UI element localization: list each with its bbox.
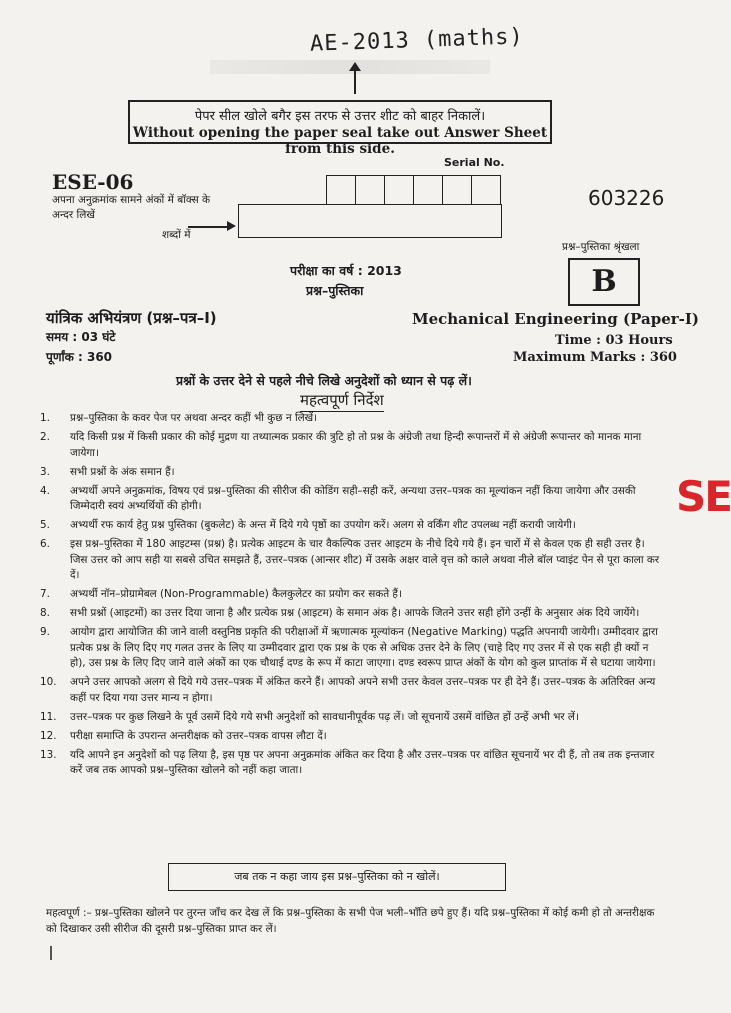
digit-box[interactable] <box>472 176 500 204</box>
item-number: 10. <box>40 676 57 688</box>
series-label: प्रश्न–पुस्तिका श्रृंखला <box>562 241 640 253</box>
pen-mark <box>50 946 52 960</box>
item-number: 4. <box>40 484 50 497</box>
instructions-heading: महत्वपूर्ण निर्देश <box>300 390 384 412</box>
item-text: अभ्यर्थी अपने अनुक्रमांक, विषय एवं प्रश्न–पुस्तिका की सीरीज की कोडिंग सही–सही करें, अन्यथा उत्तर–पत्रक का मूल्यांकन नहीं किया जायेगा और उसकी जिम्मेदारी स्वयं अभ्यर्थियों की होगी। <box>70 484 636 512</box>
list-item <box>40 484 660 515</box>
time-english: Time : 03 Hours <box>555 333 673 348</box>
item-text: अभ्यर्थी रफ कार्य हेतु प्रश्न पुस्तिका (बुकलेट) के अन्त में दिये गये पृष्ठों का उपयोग करें। अलग से वर्किंग शीट उपलब्ध नहीं करायी जायेगी। <box>70 519 576 531</box>
item-text: इस प्रश्न–पुस्तिका में 180 आइटम्स (प्रश्न) है। प्रत्येक आइटम के चार वैकल्पिक उत्तर आइटम के नीचे दिये गये हैं। इन चारों में से केवल एक ही सही उत्तर है। जिस उत्तर को आप सही या सबसे उचित समझते हैं, उत्तर–पत्रक (आन्सर शीट) में उसके अक्षर वाले वृत्त को काले अथवा नीले बॉल प्वाइंट पेन से पूरा काला कर दें। <box>70 538 660 581</box>
item-number: 8. <box>40 607 50 619</box>
digit-box[interactable] <box>443 176 472 204</box>
serial-label: Serial No. <box>444 156 505 169</box>
marks-hindi: पूर्णांक : 360 <box>46 350 113 364</box>
marks-english: Maximum Marks : 360 <box>513 350 677 365</box>
item-number: 9. <box>40 626 50 638</box>
time-hindi: समय : 03 घंटे <box>46 330 116 344</box>
list-item <box>40 537 660 584</box>
item-number: 7. <box>40 588 50 600</box>
digit-box[interactable] <box>385 176 414 204</box>
instructions-list <box>40 411 660 782</box>
roll-number-words-box[interactable] <box>238 204 502 238</box>
list-item <box>40 465 660 481</box>
item-number: 5. <box>40 519 50 531</box>
item-text: अपने उत्तर आपको अलग से दिये गये उत्तर–पत्रक में अंकित करने हैं। आपको अपने सभी उत्तर केवल उत्तर–पत्रक पर ही देने हैं। उत्तर–पत्रक के अतिरिक्त अन्य कहीं पर दिया गया उत्तर मान्य न होगा। <box>70 676 656 704</box>
subject-english: Mechanical Engineering (Paper-I) <box>412 310 699 328</box>
handwritten-note: AE-2013 (maths) <box>309 24 525 57</box>
list-item <box>40 518 660 534</box>
item-number: 3. <box>40 465 50 478</box>
item-text: परीक्षा समाप्ति के उपरान्त अन्तरीक्षक को उत्तर–पत्रक वापस लौटा दें। <box>70 729 327 742</box>
item-number: 6. <box>40 538 50 550</box>
item-text: यदि आपने इन अनुदेशों को पढ़ लिया है, इस पृष्ठ पर अपना अनुक्रमांक अंकित कर दिया है और उत्तर–पत्रक पर वांछित सूचनायें भर दी हैं, तो तब तक इन्तजार करें जब तक आपको प्रश्न–पुस्तिका खोलने को नहीं कहा जाता। <box>70 748 655 776</box>
arrow-up-icon <box>354 70 356 94</box>
series-box: B <box>568 258 640 306</box>
item-number: 12. <box>40 729 57 742</box>
exam-year: परीक्षा का वर्ष : 2013 <box>290 263 402 278</box>
digit-box[interactable] <box>414 176 443 204</box>
item-text: आयोग द्वारा आयोजित की जाने वाली वस्तुनिष्ठ प्रकृति की परीक्षाओं में ऋणात्मक मूल्यांकन (Negative Marking) पद्धति अपनायी जायेगी। उम्मीदवार द्वारा प्रत्येक प्रश्न के लिए दिए गए गलत उत्तर के लिए या उम्मीदवार द्वारा एक प्रश्न के एक से अधिक उत्तर देने के लिए (चाहे दिए गए उत्तर में से एक सही ही क्यों न हो), उस प्रश्न के लिए दिए जाने वाले अंकों का एक चौथाई दण्ड के रूप में काटा जाएगा। दण्ड स्वरूप प्राप्त अंकों के योग को कुल प्राप्तांक में से घटाया जायेगा। <box>70 626 658 669</box>
list-item <box>40 411 660 427</box>
arrow-right-icon <box>188 226 228 228</box>
edge-sticker-text: SE <box>676 472 731 521</box>
item-text: प्रश्न–पुस्तिका के कवर पेज पर अथवा अन्दर कहीं भी कुछ न लिखें। <box>70 412 318 424</box>
do-not-open-box: जब तक न कहा जाय इस प्रश्न–पुस्तिका को न खोलें। <box>168 863 506 891</box>
item-text: यदि किसी प्रश्न में किसी प्रकार की कोई मुद्रण या तथ्यात्मक प्रकार की त्रुटि हो तो प्रश्न के अंग्रेजी तथा हिन्दी रूपान्तरों में से अंग्रेजी रूपान्तर को मानक माना जायेगा। <box>70 431 642 459</box>
list-item <box>40 430 660 461</box>
read-instructions-note: प्रश्नों के उत्तर देने से पहले नीचे लिखे अनुदेशों को ध्यान से पढ़ लें। <box>176 373 472 388</box>
item-number: 11. <box>40 710 57 723</box>
roll-number-digit-boxes[interactable] <box>326 175 501 205</box>
seal-notice-english: Without opening the paper seal take out Answer Sheet from this side. <box>132 125 548 157</box>
item-text: सभी प्रश्नों (आइटमों) का उत्तर दिया जाना है और प्रत्येक प्रश्न (आइटम) के समान अंक है। आपके जितने उत्तर सही होंगे उन्हीं के अनुसार अंक दिये जायेंगे। <box>70 607 640 619</box>
booklet-number: 603226 <box>588 186 665 210</box>
list-item <box>40 675 660 706</box>
final-note: महत्वपूर्ण :– प्रश्न–पुस्तिका खोलने पर तुरन्त जाँच कर देख लें कि प्रश्न–पुस्तिका के सभी पेज भली–भाँति छपे हुए हैं। यदि प्रश्न–पुस्तिका में कोई कमी हो तो अन्तरीक्षक को दिखाकर उसी सीरीज की दूसरी प्रश्न–पुस्तिका प्राप्त कर लें। <box>46 907 655 935</box>
item-number: 2. <box>40 431 50 443</box>
seal-notice-box <box>128 100 552 157</box>
digit-box[interactable] <box>356 176 385 204</box>
item-number: 1. <box>40 412 50 424</box>
list-item <box>40 587 660 603</box>
subject-hindi: यांत्रिक अभियंत्रण (प्रश्न–पत्र–I) <box>46 309 217 327</box>
list-item <box>40 748 660 779</box>
list-item <box>40 625 660 672</box>
item-text: उत्तर–पत्रक पर कुछ लिखने के पूर्व उसमें दिये गये सभी अनुदेशों को सावधानीपूर्वक पढ़ लें। जो सूचनायें उसमें वांछित हों उन्हें अभी भर लें। <box>70 710 579 723</box>
item-text: सभी प्रश्नों के अंक समान हैं। <box>70 465 175 478</box>
item-text: अभ्यर्थी नॉन–प्रोग्रामेबल (Non-Programmable) कैलकुलेटर का प्रयोग कर सकते हैं। <box>70 588 402 600</box>
paper-code: ESE-06 <box>52 170 134 194</box>
in-words-label: शब्दों में <box>162 229 191 241</box>
roll-number-hint: अपना अनुक्रमांक सामने अंकों में बॉक्स के अन्दर लिखें <box>52 194 211 221</box>
list-item <box>40 606 660 622</box>
digit-box[interactable] <box>327 176 356 204</box>
booklet-label: प्रश्न–पुस्तिका <box>306 283 364 298</box>
item-number: 13. <box>40 748 57 761</box>
list-item <box>40 729 660 745</box>
list-item <box>40 710 660 726</box>
seal-notice-hindi: पेपर सील खोले बगैर इस तरफ से उत्तर शीट को बाहर निकालें। <box>194 109 486 124</box>
